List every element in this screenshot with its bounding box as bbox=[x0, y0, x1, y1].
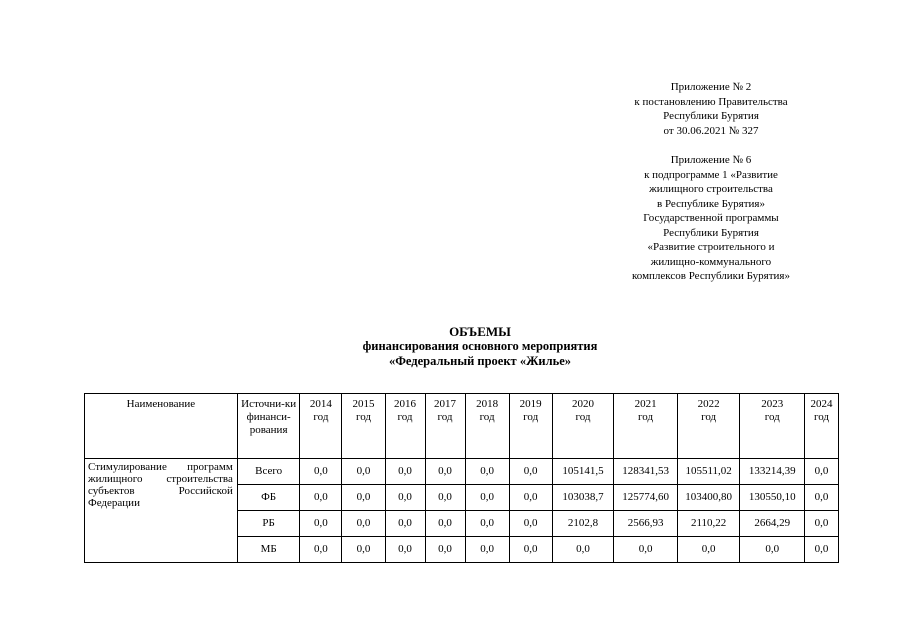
value-cell: 0,0 bbox=[805, 459, 839, 485]
header-year: 2015 год bbox=[342, 394, 385, 459]
value-cell: 0,0 bbox=[465, 511, 509, 537]
value-cell: 0,0 bbox=[740, 537, 805, 563]
value-cell: 0,0 bbox=[465, 459, 509, 485]
value-cell: 0,0 bbox=[385, 485, 425, 511]
value-cell: 0,0 bbox=[385, 511, 425, 537]
appendix-note-resolution bbox=[600, 80, 822, 138]
appendix-line: жилищного строительства bbox=[649, 183, 773, 195]
value-cell: 0,0 bbox=[465, 485, 509, 511]
appendix-line: Приложение № 6 bbox=[670, 154, 752, 166]
table-row bbox=[85, 459, 839, 485]
document-title bbox=[230, 324, 730, 369]
header-year: 2016 год bbox=[385, 394, 425, 459]
header-year: 2021 год bbox=[614, 394, 678, 459]
value-cell: 0,0 bbox=[425, 537, 465, 563]
source-cell: РБ bbox=[237, 511, 300, 537]
value-cell: 2664,29 bbox=[740, 511, 805, 537]
value-cell: 130550,10 bbox=[740, 485, 805, 511]
value-cell: 133214,39 bbox=[740, 459, 805, 485]
header-name: Наименование bbox=[85, 394, 238, 459]
header-year: 2019 год bbox=[509, 394, 552, 459]
value-cell: 2102,8 bbox=[552, 511, 614, 537]
header-year: 2018 год bbox=[465, 394, 509, 459]
value-cell: 0,0 bbox=[300, 485, 342, 511]
value-cell: 0,0 bbox=[509, 537, 552, 563]
title-line-1: ОБЪЕМЫ bbox=[449, 324, 511, 339]
value-cell: 0,0 bbox=[509, 511, 552, 537]
value-cell: 128341,53 bbox=[614, 459, 678, 485]
value-cell: 0,0 bbox=[805, 537, 839, 563]
value-cell: 0,0 bbox=[552, 537, 614, 563]
value-cell: 0,0 bbox=[342, 511, 385, 537]
appendix-line: от 30.06.2021 № 327 bbox=[663, 124, 759, 137]
title-line-3: «Федеральный проект «Жилье» bbox=[388, 354, 572, 368]
appendix-line: жилищно-коммунального bbox=[650, 255, 772, 268]
header-year: 2017 год bbox=[425, 394, 465, 459]
title-line-2: финансирования основного мероприятия bbox=[362, 339, 598, 353]
appendix-line: в Республике Бурятия» bbox=[657, 197, 765, 210]
value-cell: 2566,93 bbox=[614, 511, 678, 537]
value-cell: 103400,80 bbox=[677, 485, 740, 511]
header-year: 2020 год bbox=[552, 394, 614, 459]
header-source: Источни-ки финанси-рования bbox=[237, 394, 300, 459]
value-cell: 0,0 bbox=[300, 459, 342, 485]
value-cell: 0,0 bbox=[805, 511, 839, 537]
table-header-row bbox=[85, 394, 839, 459]
value-cell: 0,0 bbox=[342, 459, 385, 485]
value-cell: 0,0 bbox=[300, 537, 342, 563]
appendix-line: Республики Бурятия bbox=[663, 110, 759, 122]
value-cell: 105511,02 bbox=[677, 459, 740, 485]
value-cell: 0,0 bbox=[425, 511, 465, 537]
appendix-line: Государственной программы bbox=[643, 212, 779, 224]
value-cell: 105141,5 bbox=[552, 459, 614, 485]
header-year: 2024 год bbox=[805, 394, 839, 459]
value-cell: 125774,60 bbox=[614, 485, 678, 511]
appendix-line: к подпрограмме 1 «Развитие bbox=[644, 168, 778, 181]
appendix-line: Республики Бурятия bbox=[663, 226, 759, 239]
source-cell: МБ bbox=[237, 537, 300, 563]
value-cell: 0,0 bbox=[677, 537, 740, 563]
appendix-line: комплексов Республики Бурятия» bbox=[632, 270, 790, 282]
value-cell: 0,0 bbox=[805, 485, 839, 511]
header-year: 2023 год bbox=[740, 394, 805, 459]
value-cell: 0,0 bbox=[342, 537, 385, 563]
source-cell: ФБ bbox=[237, 485, 300, 511]
value-cell: 0,0 bbox=[614, 537, 678, 563]
value-cell: 0,0 bbox=[385, 459, 425, 485]
value-cell: 103038,7 bbox=[552, 485, 614, 511]
activity-name: Стимулирование программ жилищного строительства субъектов Российской Федерации bbox=[85, 459, 238, 563]
value-cell: 0,0 bbox=[509, 485, 552, 511]
value-cell: 0,0 bbox=[465, 537, 509, 563]
header-year: 2022 год bbox=[677, 394, 740, 459]
value-cell: 0,0 bbox=[425, 459, 465, 485]
appendix-line: Приложение № 2 bbox=[670, 81, 752, 93]
source-cell: Всего bbox=[237, 459, 300, 485]
header-year: 2014 год bbox=[300, 394, 342, 459]
value-cell: 2110,22 bbox=[677, 511, 740, 537]
value-cell: 0,0 bbox=[425, 485, 465, 511]
appendix-line: к постановлению Правительства bbox=[634, 95, 788, 108]
appendix-note-subprogram bbox=[600, 153, 822, 284]
value-cell: 0,0 bbox=[509, 459, 552, 485]
funding-table bbox=[84, 393, 839, 563]
appendix-line: «Развитие строительного и bbox=[647, 241, 775, 253]
value-cell: 0,0 bbox=[342, 485, 385, 511]
value-cell: 0,0 bbox=[385, 537, 425, 563]
value-cell: 0,0 bbox=[300, 511, 342, 537]
